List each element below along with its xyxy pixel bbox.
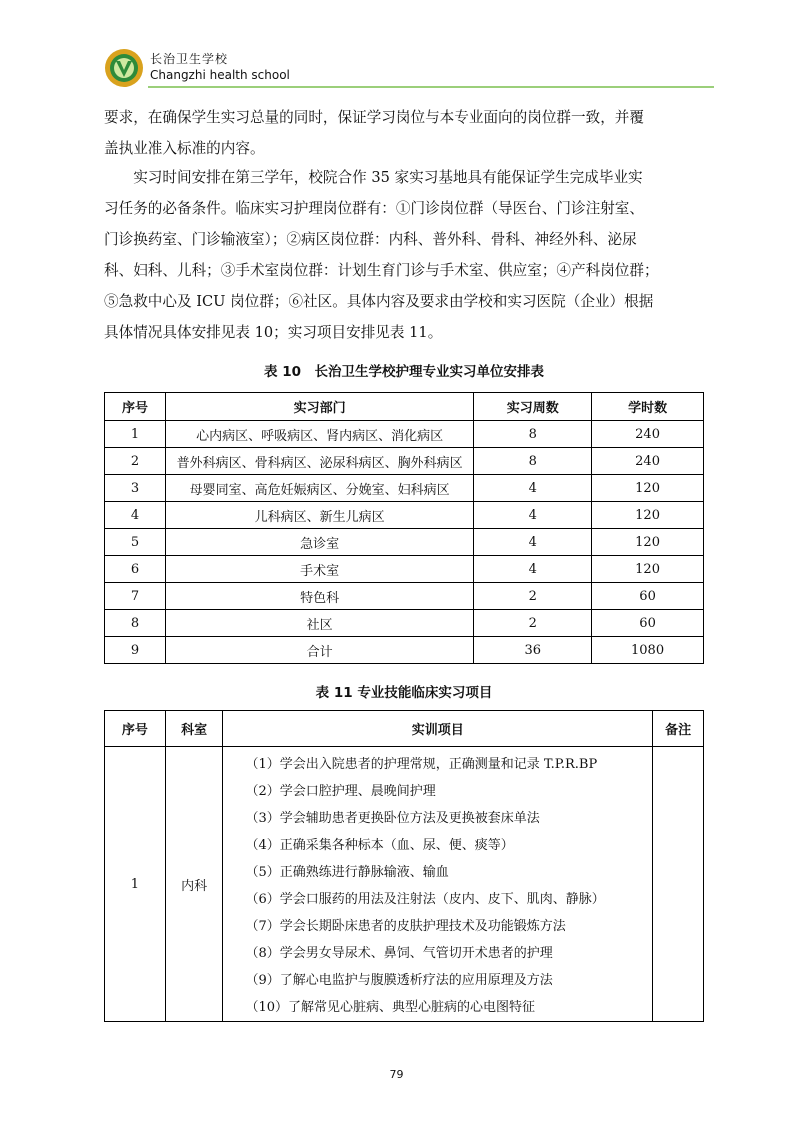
column-header: 实习周数 — [474, 393, 592, 421]
table-cell: 120 — [592, 502, 704, 529]
table-header-row — [105, 393, 704, 421]
table-cell: 普外科病区、骨科病区、泌尿科病区、胸外科病区 — [165, 448, 473, 475]
table-row — [105, 610, 704, 637]
column-header: 科室 — [165, 711, 223, 747]
school-logo-icon — [104, 48, 144, 88]
training-item: （8）学会男女导尿术、鼻饲、气管切开术患者的护理 — [245, 946, 553, 961]
table-cell: 社区 — [165, 610, 473, 637]
table-cell: 1080 — [592, 637, 704, 664]
table-cell: 120 — [592, 529, 704, 556]
table-row — [105, 475, 704, 502]
table11 — [104, 710, 704, 1022]
column-header: 实习部门 — [165, 393, 473, 421]
training-item: （3）学会辅助患者更换卧位方法及更换被套床单法 — [245, 811, 540, 826]
paragraph-2 — [104, 162, 704, 348]
table-cell: 8 — [105, 610, 166, 637]
table-cell: 8 — [474, 448, 592, 475]
training-item: （6）学会口服药的用法及注射法（皮内、皮下、肌肉、静脉） — [245, 892, 605, 907]
row-number-cell: 1 — [105, 747, 166, 1022]
table-cell: 急诊室 — [165, 529, 473, 556]
table-row — [105, 583, 704, 610]
training-items-cell — [223, 747, 653, 1022]
table-cell: 2 — [474, 583, 592, 610]
table-cell: 60 — [592, 583, 704, 610]
table-cell: 240 — [592, 448, 704, 475]
table-cell: 9 — [105, 637, 166, 664]
table-row — [105, 448, 704, 475]
table-cell: 手术室 — [165, 556, 473, 583]
column-header: 学时数 — [592, 393, 704, 421]
column-header: 序号 — [105, 711, 166, 747]
department-cell: 内科 — [165, 747, 223, 1022]
table-cell: 合计 — [165, 637, 473, 664]
paragraph-line: 盖执业准入标准的内容。 — [104, 140, 265, 157]
table-cell: 1 — [105, 421, 166, 448]
table-header-row — [105, 711, 704, 747]
table-cell: 36 — [474, 637, 592, 664]
paragraph-line: 具体情况具体安排见表 10；实习项目安排见表 11。 — [104, 324, 443, 341]
table-cell: 特色科 — [165, 583, 473, 610]
table-total-row — [105, 637, 704, 664]
table-cell: 2 — [474, 610, 592, 637]
table-cell: 120 — [592, 475, 704, 502]
paragraph-line: 要求，在确保学生实习总量的同时，保证学习岗位与本专业面向的岗位群一致，并覆 — [104, 109, 644, 126]
training-item: （10）了解常见心脏病、典型心脏病的心电图特征 — [245, 1000, 535, 1015]
school-name-chinese: 长治卫生学校 — [150, 52, 229, 66]
training-item: （2）学会口腔护理、晨晚间护理 — [245, 784, 436, 799]
paragraph-line: ⑤急救中心及 ICU 岗位群；⑥社区。具体内容及要求由学校和实习医院（企业）根据 — [104, 293, 654, 310]
table-row — [105, 529, 704, 556]
table-cell: 4 — [474, 556, 592, 583]
page-header — [104, 44, 714, 94]
table-cell: 4 — [105, 502, 166, 529]
table-cell: 240 — [592, 421, 704, 448]
table-cell: 心内病区、呼吸病区、肾内病区、消化病区 — [165, 421, 473, 448]
paragraph-1 — [104, 102, 704, 164]
table11-caption: 表 11 专业技能临床实习项目 — [315, 685, 493, 701]
table-cell: 4 — [474, 502, 592, 529]
table-cell: 4 — [474, 475, 592, 502]
paragraph-line: 科、妇科、儿科；③手术室岗位群：计划生育门诊与手术室、供应室；④产科岗位群； — [104, 262, 659, 279]
training-item: （5）正确熟练进行静脉输液、输血 — [245, 865, 449, 880]
table-cell: 儿科病区、新生儿病区 — [165, 502, 473, 529]
column-header: 备注 — [653, 711, 704, 747]
table-cell: 120 — [592, 556, 704, 583]
table-cell: 3 — [105, 475, 166, 502]
training-item: （1）学会出入院患者的护理常规，正确测量和记录 T.P.R.BP — [245, 757, 598, 772]
table-cell: 7 — [105, 583, 166, 610]
paragraph-line: 习任务的必备条件。临床实习护理岗位群有：①门诊岗位群（导医台、门诊注射室、 — [104, 200, 644, 217]
page-number: 79 — [389, 1068, 404, 1081]
training-item: （4）正确采集各种标本（血、尿、便、痰等） — [245, 838, 514, 853]
table10-caption: 表 10 长治卫生学校护理专业实习单位安排表 — [264, 364, 544, 380]
paragraph-line: 门诊换药室、门诊输液室）；②病区岗位群：内科、普外科、骨科、神经外科、泌尿 — [104, 231, 637, 248]
column-header: 序号 — [105, 393, 166, 421]
table-cell: 4 — [474, 529, 592, 556]
table-cell: 6 — [105, 556, 166, 583]
paragraph-line: 实习时间安排在第三学年，校院合作 35 家实习基地具有能保证学生完成毕业实 — [104, 169, 643, 186]
note-cell — [653, 747, 704, 1022]
table-row — [105, 502, 704, 529]
school-name-english: Changzhi health school — [150, 68, 290, 82]
table-cell: 5 — [105, 529, 166, 556]
table-row — [105, 421, 704, 448]
table-cell: 母婴同室、高危妊娠病区、分娩室、妇科病区 — [165, 475, 473, 502]
table-cell: 8 — [474, 421, 592, 448]
training-item: （9）了解心电监护与腹膜透析疗法的应用原理及方法 — [245, 973, 553, 988]
table-cell: 60 — [592, 610, 704, 637]
table-cell: 2 — [105, 448, 166, 475]
header-divider — [148, 86, 714, 88]
table-row — [105, 747, 704, 1022]
table10 — [104, 392, 704, 664]
column-header: 实训项目 — [223, 711, 653, 747]
training-item: （7）学会长期卧床患者的皮肤护理技术及功能锻炼方法 — [245, 919, 566, 934]
table-row — [105, 556, 704, 583]
